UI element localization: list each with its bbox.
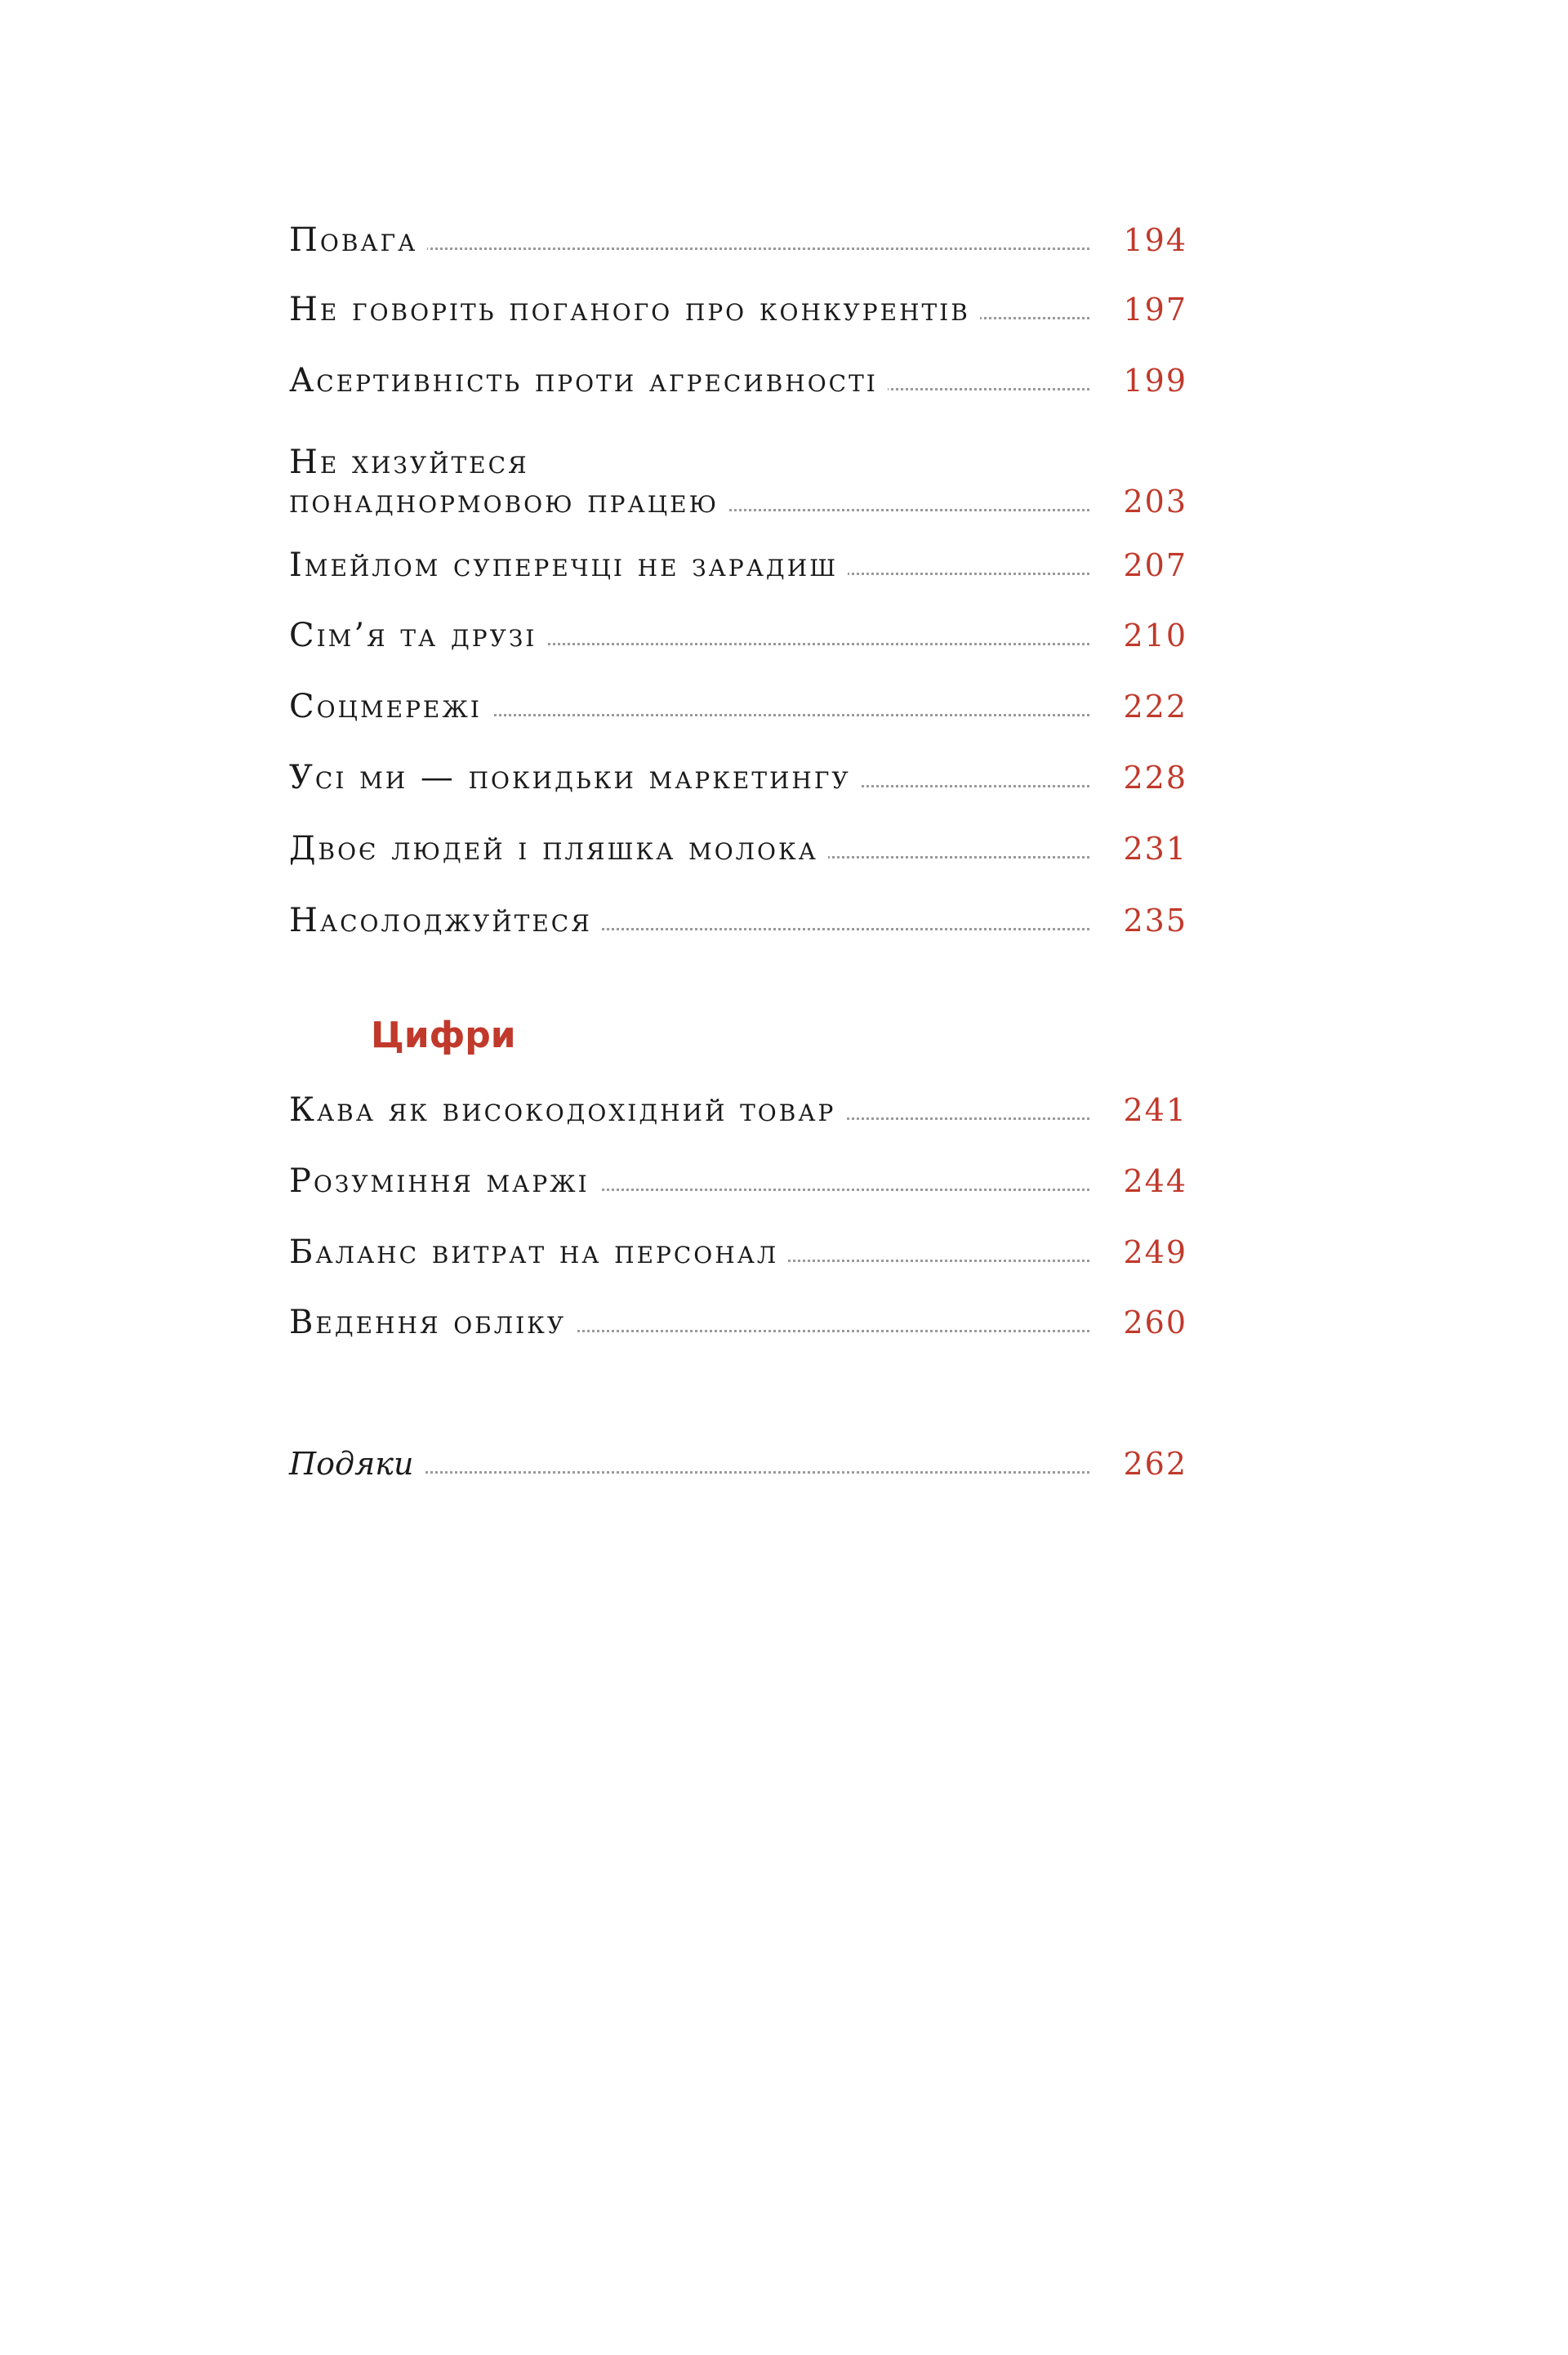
toc-entry: [289, 613, 1187, 662]
toc-entry-page: 244: [1123, 1163, 1187, 1199]
toc-entry-title: Розуміння маржі: [289, 1162, 599, 1201]
toc-entry: [289, 430, 1187, 528]
toc-entry: [289, 684, 1187, 733]
toc-entry: [289, 898, 1187, 947]
toc-entry-title: Подяки: [289, 1444, 423, 1483]
toc-entry-title: Кава як високодохідний товар: [289, 1091, 845, 1130]
toc-entry-page: 222: [1123, 689, 1187, 725]
toc-entry-title: Насолоджуйтеся: [289, 901, 602, 940]
toc-entry-page: 262: [1123, 1446, 1187, 1482]
toc-entry: [289, 1087, 1187, 1136]
toc-entry: [289, 826, 1187, 875]
toc-entry-page: 197: [1123, 292, 1187, 328]
toc-entry-page: 241: [1123, 1092, 1187, 1128]
toc-entry-page: 203: [1123, 484, 1187, 520]
toc-entry-title: Сім’я та друзі: [289, 616, 546, 655]
toc-entry-page: 249: [1123, 1234, 1187, 1270]
toc-entry: [289, 217, 1187, 266]
toc-entry-title: Соцмережі: [289, 687, 492, 726]
toc-entry-title: Повага: [289, 221, 427, 260]
toc-entry: [289, 287, 1187, 336]
toc-entry-title: Двоє людей і пляшка молока: [289, 829, 828, 868]
toc-entry: [289, 755, 1187, 804]
toc-entry-acknowledgements: [289, 1441, 1187, 1490]
toc-entry-title-line2: понаднормовою працею: [289, 483, 719, 520]
toc-entry-page: 194: [1123, 222, 1187, 258]
toc-entry: [289, 542, 1187, 591]
toc-entry: [289, 358, 1187, 407]
toc-entry-page: 260: [1123, 1305, 1187, 1340]
toc-entry-page: 210: [1123, 618, 1187, 653]
toc-entry: [289, 1158, 1187, 1207]
toc-entry: [289, 1300, 1187, 1349]
toc-entry-title: Не говоріть поганого про конкурентів: [289, 290, 980, 329]
toc-entry-page: 235: [1123, 903, 1187, 939]
section-heading: Цифри: [371, 1015, 516, 1056]
toc-entry-title: Усі ми — покидьки маркетингу: [289, 758, 861, 797]
toc-entry-title: Імейлом суперечці не зарадиш: [289, 546, 848, 585]
toc-entry-title: Ведення обліку: [289, 1303, 576, 1342]
toc-entry-title-line1: Не хизуйтеся: [289, 444, 529, 481]
toc-entry-title: Баланс витрат на персонал: [289, 1233, 788, 1272]
toc-entry-page: 231: [1123, 831, 1187, 867]
toc-entry-title: [289, 443, 728, 521]
toc-entry-page: 199: [1123, 363, 1187, 399]
toc-entry-page: 228: [1123, 760, 1187, 796]
toc-entry: [289, 1229, 1187, 1278]
toc-entry-title: Асертивність проти агресивності: [289, 361, 888, 400]
toc-entry-page: 207: [1123, 547, 1187, 583]
